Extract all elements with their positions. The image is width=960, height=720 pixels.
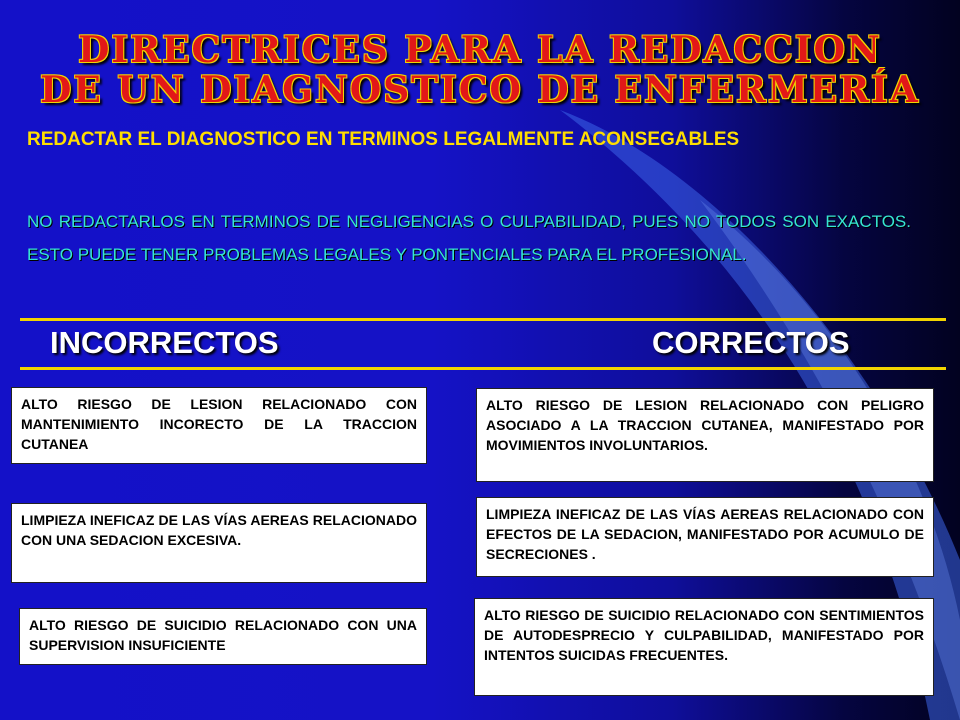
correct-heading: CORRECTOS <box>652 325 850 360</box>
title-line-2: DE UN DIAGNOSTICO DE ENFERMERÍA <box>40 69 920 111</box>
incorrect-example-1: ALTO RIESGO DE LESION RELACIONADO CON MANTENIMIENTO INCORECTO DE LA TRACCION CUTANEA <box>11 387 427 464</box>
bottom-divider <box>20 367 946 370</box>
incorrect-example-3: ALTO RIESGO DE SUICIDIO RELACIONADO CON UNA SUPERVISION INSUFICIENTE <box>19 608 427 665</box>
slide-title <box>20 30 940 110</box>
incorrect-heading: INCORRECTOS <box>50 325 279 360</box>
incorrect-example-2: LIMPIEZA INEFICAZ DE LAS VÍAS AEREAS RELACIONADO CON UNA SEDACION EXCESIVA. <box>11 503 427 583</box>
correct-example-1: ALTO RIESGO DE LESION RELACIONADO CON PELIGRO ASOCIADO A LA TRACCION CUTANEA, MANIFESTADO POR MOVIMIENTOS INVOLUNTARIOS. <box>476 388 934 482</box>
lead-directive: REDACTAR EL DIAGNOSTICO EN TERMINOS LEGALMENTE ACONSEGABLES <box>27 129 740 150</box>
title-line-1: DIRECTRICES PARA LA REDACCION <box>78 29 882 71</box>
correct-example-2: LIMPIEZA INEFICAZ DE LAS VÍAS AEREAS RELACIONADO CON EFECTOS DE LA SEDACION, MANIFESTADO POR ACUMULO DE SECRECIONES . <box>476 497 934 577</box>
note-text: NO REDACTARLOS EN TERMINOS DE NEGLIGENCIAS O CULPABILIDAD, PUES NO TODOS SON EXACTOS. ESTO PUEDE TENER PROBLEMAS LEGALES Y PONTENCIALES PARA EL PROFESIONAL. <box>27 212 911 264</box>
top-divider <box>20 318 946 321</box>
correct-example-3: ALTO RIESGO DE SUICIDIO RELACIONADO CON SENTIMIENTOS DE AUTODESPRECIO Y CULPABILIDAD, MANIFESTADO POR INTENTOS SUICIDAS FRECUENTES. <box>474 598 934 696</box>
